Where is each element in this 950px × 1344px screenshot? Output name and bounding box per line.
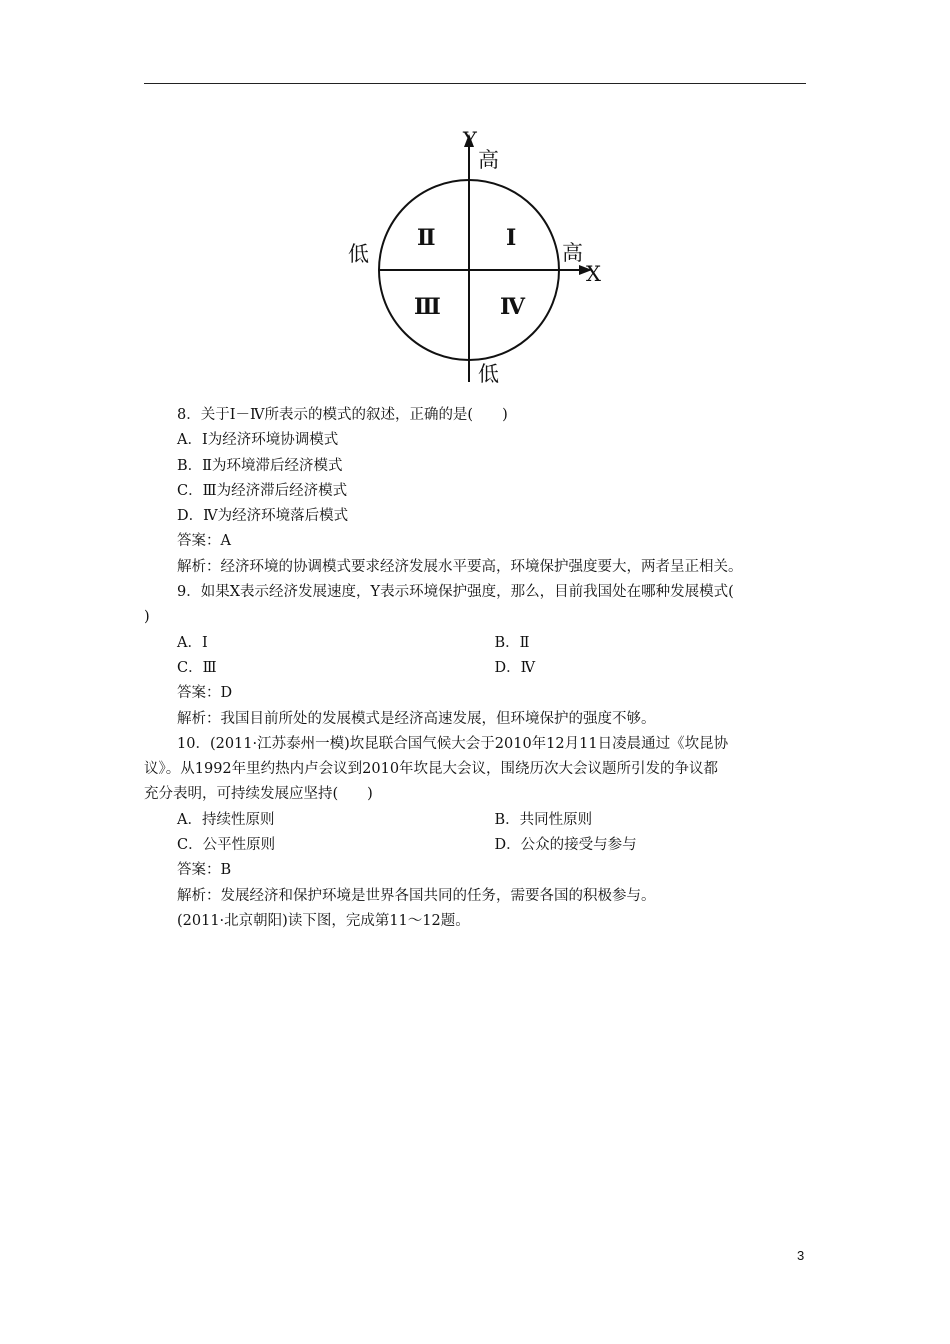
quadrant-3-label: Ⅲ [414,294,441,319]
q10-option-c: C．公平性原则 [177,837,276,854]
q10-stem-line2: 议》。从1992年里约热内卢会议到2010年坎昆大会议，围绕历次大会议题所引发的争议都 [144,761,719,778]
y-top-label: 高 [478,148,499,172]
development-mode-diagram [330,120,630,395]
x-left-label: 低 [348,242,369,266]
q9-options-row-1 [144,631,812,656]
q9-answer: 答案：D [177,685,233,702]
q9-option-c: C．Ⅲ [177,659,217,676]
q9-option-b: B．Ⅱ [494,634,530,651]
y-axis-letter: Y [463,128,477,152]
x-axis-letter: X [586,262,601,286]
q8-option-b: B．Ⅱ为环境滞后经济模式 [177,457,343,474]
next-section-intro: (2011·北京朝阳)读下图，完成第11～12题。 [177,912,470,929]
q10-answer: 答案：B [177,862,232,879]
page-number: 3 [797,1248,805,1263]
q10-option-d: D．公众的接受与参与 [494,837,637,854]
q9-option-d: D．Ⅳ [494,659,536,676]
q8-analysis: 解析：经济环境的协调模式要求经济发展水平要高，环境保护强度要大，两者呈正相关。 [177,558,743,575]
x-right-label: 高 [562,241,583,265]
question-content [144,403,812,934]
quadrant-2-label: Ⅱ [417,225,436,250]
q10-options-row-2 [144,833,812,858]
q10-option-a: A．持续性原则 [177,811,275,828]
quadrant-1-label: Ⅰ [506,225,517,250]
q9-stem-line2: ) [144,609,150,626]
header-rule [144,83,806,84]
q8-option-a: A．Ⅰ为经济环境协调模式 [177,432,339,449]
y-bottom-label: 低 [478,362,499,386]
quadrant-4-label: Ⅳ [500,294,525,319]
q8-answer: 答案：A [177,533,231,550]
q10-option-b: B．共同性原则 [494,811,593,828]
q10-options-row-1 [144,808,812,833]
q9-option-a: A．Ⅰ [177,634,208,651]
q9-stem-line1: 9．如果X表示经济发展速度，Y表示环境保护强度，那么，目前我国处在哪种发展模式( [177,584,734,601]
q8-option-c: C．Ⅲ为经济滞后经济模式 [177,482,348,499]
q9-options-row-2 [144,656,812,681]
q10-analysis: 解析：发展经济和保护环境是世界各国共同的任务，需要各国的积极参与。 [177,887,656,904]
q8-stem: 8．关于Ⅰ－Ⅳ所表示的模式的叙述，正确的是( ) [177,407,508,423]
q10-stem-line1: 10．(2011·江苏泰州一模)坎昆联合国气候大会于2010年12月11日凌晨通过《坎昆协 [177,735,729,752]
q10-stem-line3: 充分表明，可持续发展应坚持( ) [144,786,373,803]
q9-analysis: 解析：我国目前所处的发展模式是经济高速发展，但环境保护的强度不够。 [177,710,656,727]
q8-option-d: D．Ⅳ为经济环境落后模式 [177,508,349,525]
